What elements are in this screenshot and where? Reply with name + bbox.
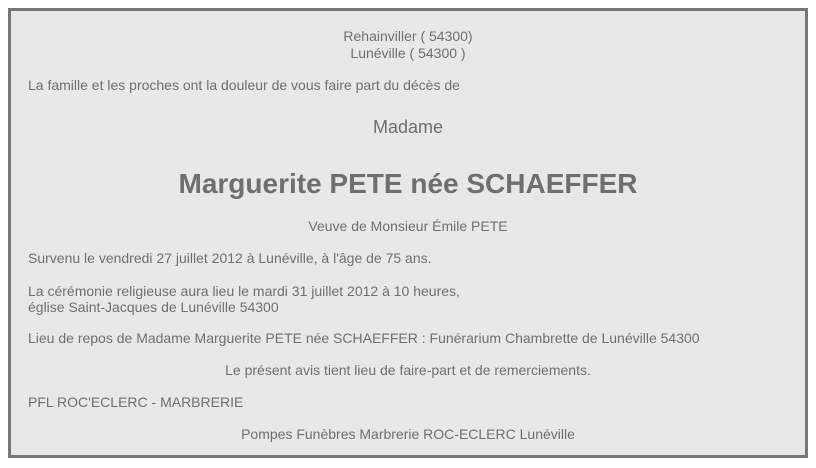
widow-of-text: Veuve de Monsieur Émile PETE (308, 218, 508, 234)
death-details: Survenu le vendredi 27 juillet 2012 à Lunéville, à l'âge de 75 ans. (28, 250, 432, 266)
obituary-notice (8, 8, 808, 458)
ceremony-line-1: La cérémonie religieuse aura lieu le mardi 31 juillet 2012 à 10 heures, (28, 283, 460, 299)
intro-text: La famille et les proches ont la douleur de vous faire part du décès de (28, 77, 460, 93)
company-full-name: Pompes Funèbres Marbrerie ROC-ECLERC Lunéville (241, 426, 575, 442)
ceremony-line-2: église Saint-Jacques de Lunéville 54300 (28, 299, 279, 315)
thanks-text: Le présent avis tient lieu de faire-part et de remerciements. (225, 362, 591, 378)
location-2: Lunéville ( 54300 ) (350, 45, 466, 61)
company-short-name: PFL ROC'ECLERC - MARBRERIE (28, 394, 244, 410)
rest-place-text: Lieu de repos de Madame Marguerite PETE née SCHAEFFER : Funérarium Chambrette de Lunéville 54300 (28, 330, 700, 346)
deceased-name: Marguerite PETE née SCHAEFFER (178, 168, 638, 199)
honorific: Madame (372, 117, 444, 137)
location-1: Rehainviller ( 54300) (343, 28, 473, 44)
